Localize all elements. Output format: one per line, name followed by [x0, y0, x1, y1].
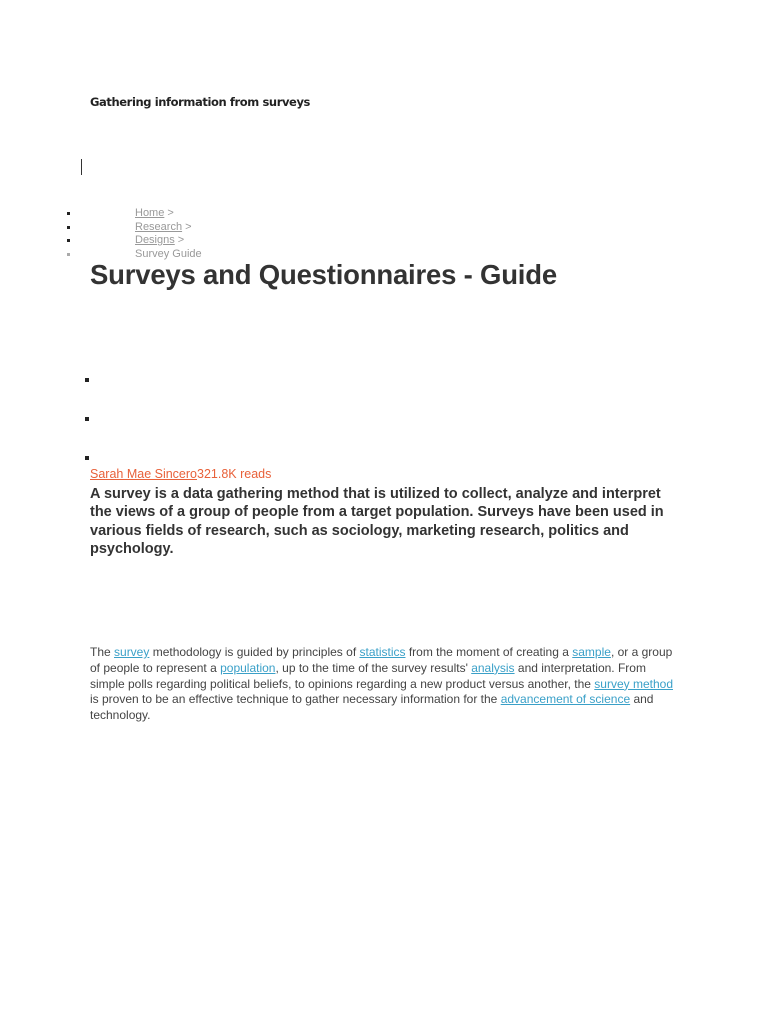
breadcrumb-link-home[interactable]: Home	[135, 207, 165, 219]
breadcrumb-separator: >	[182, 220, 192, 233]
body-text: The	[90, 645, 115, 659]
body-text: and interpretation. From simple polls regarding political beliefs, to opinions regarding a new product versus another, the	[90, 660, 646, 691]
document-header: Gathering information from surveys	[90, 95, 310, 109]
link-statistics[interactable]: statistics	[359, 645, 406, 659]
body-text: is proven to be an effective technique to gather necessary information for the	[90, 692, 501, 707]
read-count: 321.8K reads	[197, 467, 272, 481]
link-population[interactable]: population	[220, 660, 276, 675]
breadcrumb-link-designs[interactable]: Designs	[135, 234, 175, 246]
link-survey[interactable]: survey	[114, 645, 150, 659]
breadcrumb-link-research[interactable]: Research	[135, 220, 183, 233]
text-cursor	[81, 159, 82, 175]
bullet-icon[interactable]	[85, 378, 89, 382]
bullet-icon	[67, 253, 70, 256]
author-link[interactable]: Sarah Mae Sincero	[90, 467, 198, 481]
body-text: , or a group of people to represent a	[90, 645, 673, 675]
link-advancement-of-science[interactable]: advancement of science	[500, 692, 631, 707]
breadcrumb-separator: >	[164, 207, 174, 219]
author-line	[90, 467, 271, 481]
article-lead: A survey is a data gathering method that is utilized to collect, analyze and interpret the views of a group of people from a target population. Surveys have been used in various fields of research, such as sociology, marketing research, politics and psychology.	[90, 486, 664, 557]
link-analysis[interactable]: analysis	[471, 660, 515, 675]
body-text: methodology is guided by principles of	[149, 645, 360, 659]
link-sample[interactable]: sample	[572, 645, 611, 659]
body-text: and technology.	[90, 692, 654, 723]
bullet-icon	[67, 226, 70, 229]
bullet-icon	[67, 239, 70, 242]
bullet-icon[interactable]	[85, 417, 89, 421]
link-survey-method[interactable]: survey method	[594, 676, 673, 691]
breadcrumb-separator: >	[174, 234, 185, 246]
body-text: , up to the time of the survey results'	[275, 660, 472, 675]
page-title: Surveys and Questionnaires - Guide	[90, 259, 557, 290]
article-body	[90, 645, 675, 724]
body-text: from the moment of creating a	[405, 645, 573, 659]
bullet-icon	[67, 212, 70, 215]
bullet-icon[interactable]	[85, 456, 89, 460]
breadcrumb-current: Survey Guide	[135, 247, 202, 260]
